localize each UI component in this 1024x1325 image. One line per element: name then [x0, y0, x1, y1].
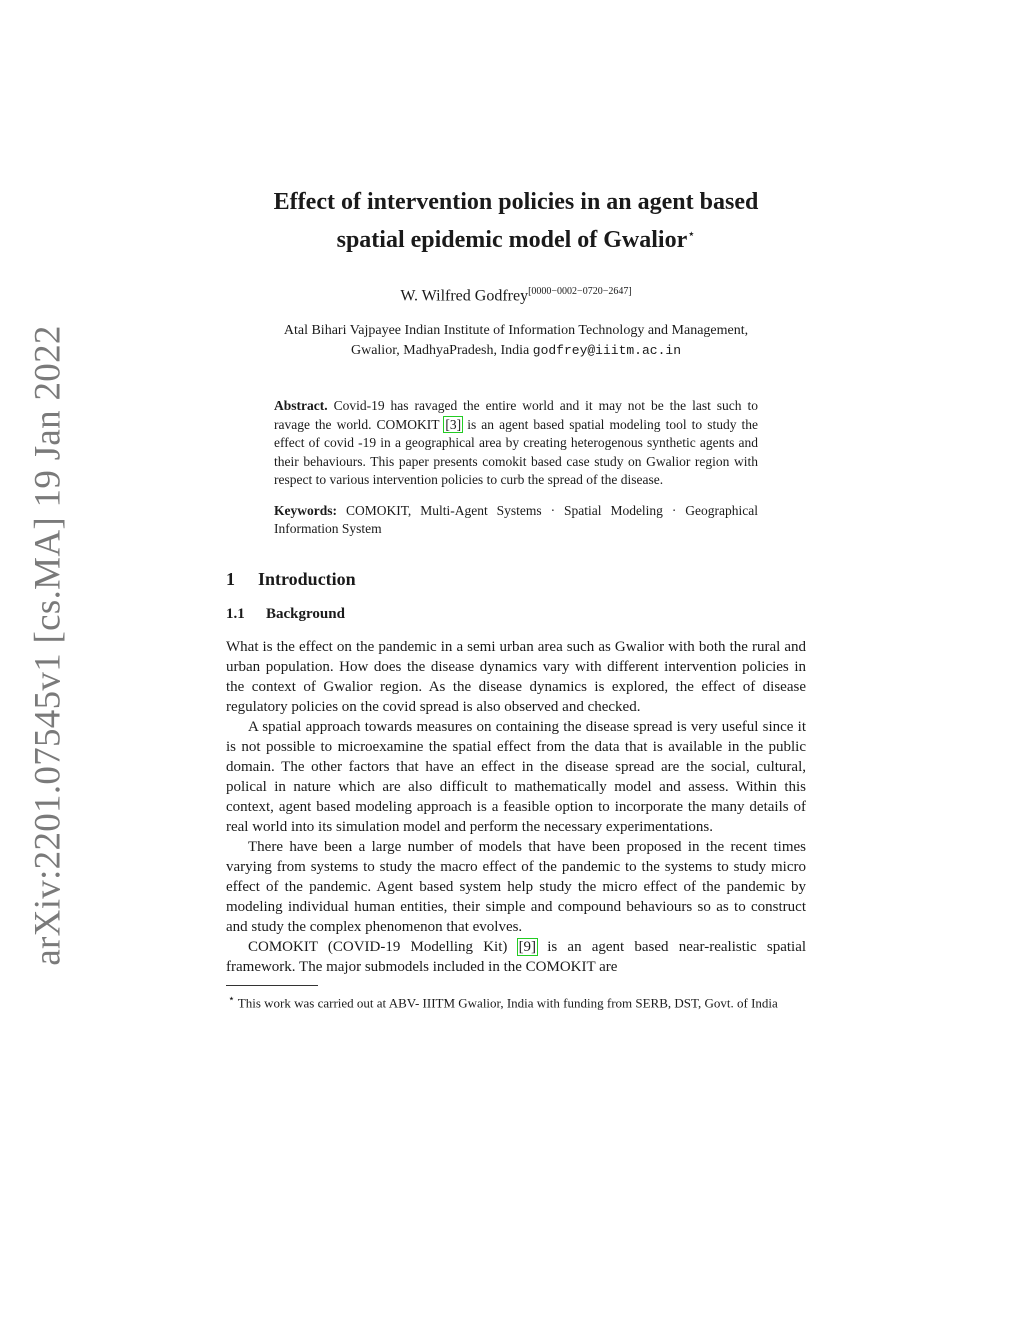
author-email[interactable]: godfrey@iiitm.ac.in	[532, 343, 681, 359]
section-number: 1	[226, 568, 235, 589]
affiliation	[226, 321, 806, 361]
affiliation-line-1: Atal Bihari Vajpayee Indian Institute of Information Technology and Management,	[283, 323, 749, 339]
paper-page	[226, 186, 806, 1012]
paper-title	[226, 186, 806, 256]
title-line-2: spatial epidemic model of Gwalior	[336, 227, 688, 253]
author-name: W. Wilfred Godfrey	[400, 287, 529, 305]
footnote	[226, 990, 806, 1012]
section-title: Introduction	[258, 568, 356, 589]
title-footnote-mark: ⋆	[687, 226, 696, 241]
paragraph-3: There have been a large number of models that have been proposed in the recent times varying from systems to study the macro effect of the pandemic to the systems to study micro effect of the pandemic. Agent based system help study the micro effect of the pandemic by modeling individual human entities, their simple and compound behaviours so as to construct and study the complex phenomenon that evolves.	[226, 838, 806, 935]
citation-link[interactable]: [3]	[445, 416, 462, 432]
keywords-label: Keywords:	[274, 502, 337, 518]
keywords	[274, 502, 758, 539]
abstract	[274, 397, 758, 490]
keywords-text: COMOKIT, Multi-Agent Systems · Spatial Modeling · Geographical Information System	[274, 502, 759, 537]
subsection-heading	[226, 606, 806, 623]
paragraph-4-text-b: is an agent based near-realistic spatial framework. The major submodels included in the COMOKIT are	[226, 938, 807, 975]
author-orcid[interactable]: [0000−0002−0720−2647]	[528, 286, 632, 297]
section-heading	[226, 569, 806, 590]
body-text	[226, 637, 806, 977]
paragraph-4-text-a: COMOKIT (COVID-19 Modelling Kit)	[248, 938, 508, 955]
footnote-mark: ⋆	[228, 992, 235, 1005]
abstract-label: Abstract.	[274, 398, 328, 414]
arxiv-identifier-text: arXiv:2201.07545v1 [cs.MA] 19 Jan 2022	[27, 324, 69, 966]
paragraph-1: What is the effect on the pandemic in a semi urban area such as Gwalior with both the rural and urban population. How does the disease dynamics vary with different intervention policies in the context of Gwalior region. As the disease dynamics is explored, the effect of disease regulatory policies on the covid spread is also observed and checked.	[226, 638, 806, 715]
footnote-divider	[226, 985, 318, 986]
arxiv-identifier	[16, 324, 80, 966]
footnote-text: This work was carried out at ABV- IIITM Gwalior, India with funding from SERB, DST, Govt. of India	[237, 995, 778, 1011]
subsection-title: Background	[266, 605, 345, 622]
paragraph-2: A spatial approach towards measures on containing the disease spread is very useful since it is not possible to microexamine the spatial effect from the data that is available in the public domain. The other factors that have an effect in the disease spread are the social, cultural, polical in nature which are also difficult to mathematically model and assess. Within this context, agent based modeling approach is a feasible option to incorporate the many details of real world into its simulation model and perform the necessary experimentations.	[226, 718, 806, 835]
citation-link[interactable]: [9]	[518, 938, 537, 955]
paragraph-4	[226, 937, 806, 977]
affiliation-line-2: Gwalior, MadhyaPradesh, India	[350, 343, 530, 359]
title-line-1: Effect of intervention policies in an agent based	[273, 189, 759, 215]
subsection-number: 1.1	[226, 605, 245, 622]
abstract-text-1: Covid-19 has ravaged the entire world and it may not be the last such to ravage the world. COMOKIT	[274, 398, 759, 432]
author-line	[226, 286, 806, 305]
abstract-text-2: is an agent based spatial modeling tool to study the effect of covid -19 in a geographical area by creating heterogenous synthetic agents and their behaviours. This paper presents comokit based case study on Gwalior region with respect to various intervention policies to curb the spread of the disease.	[274, 416, 759, 488]
